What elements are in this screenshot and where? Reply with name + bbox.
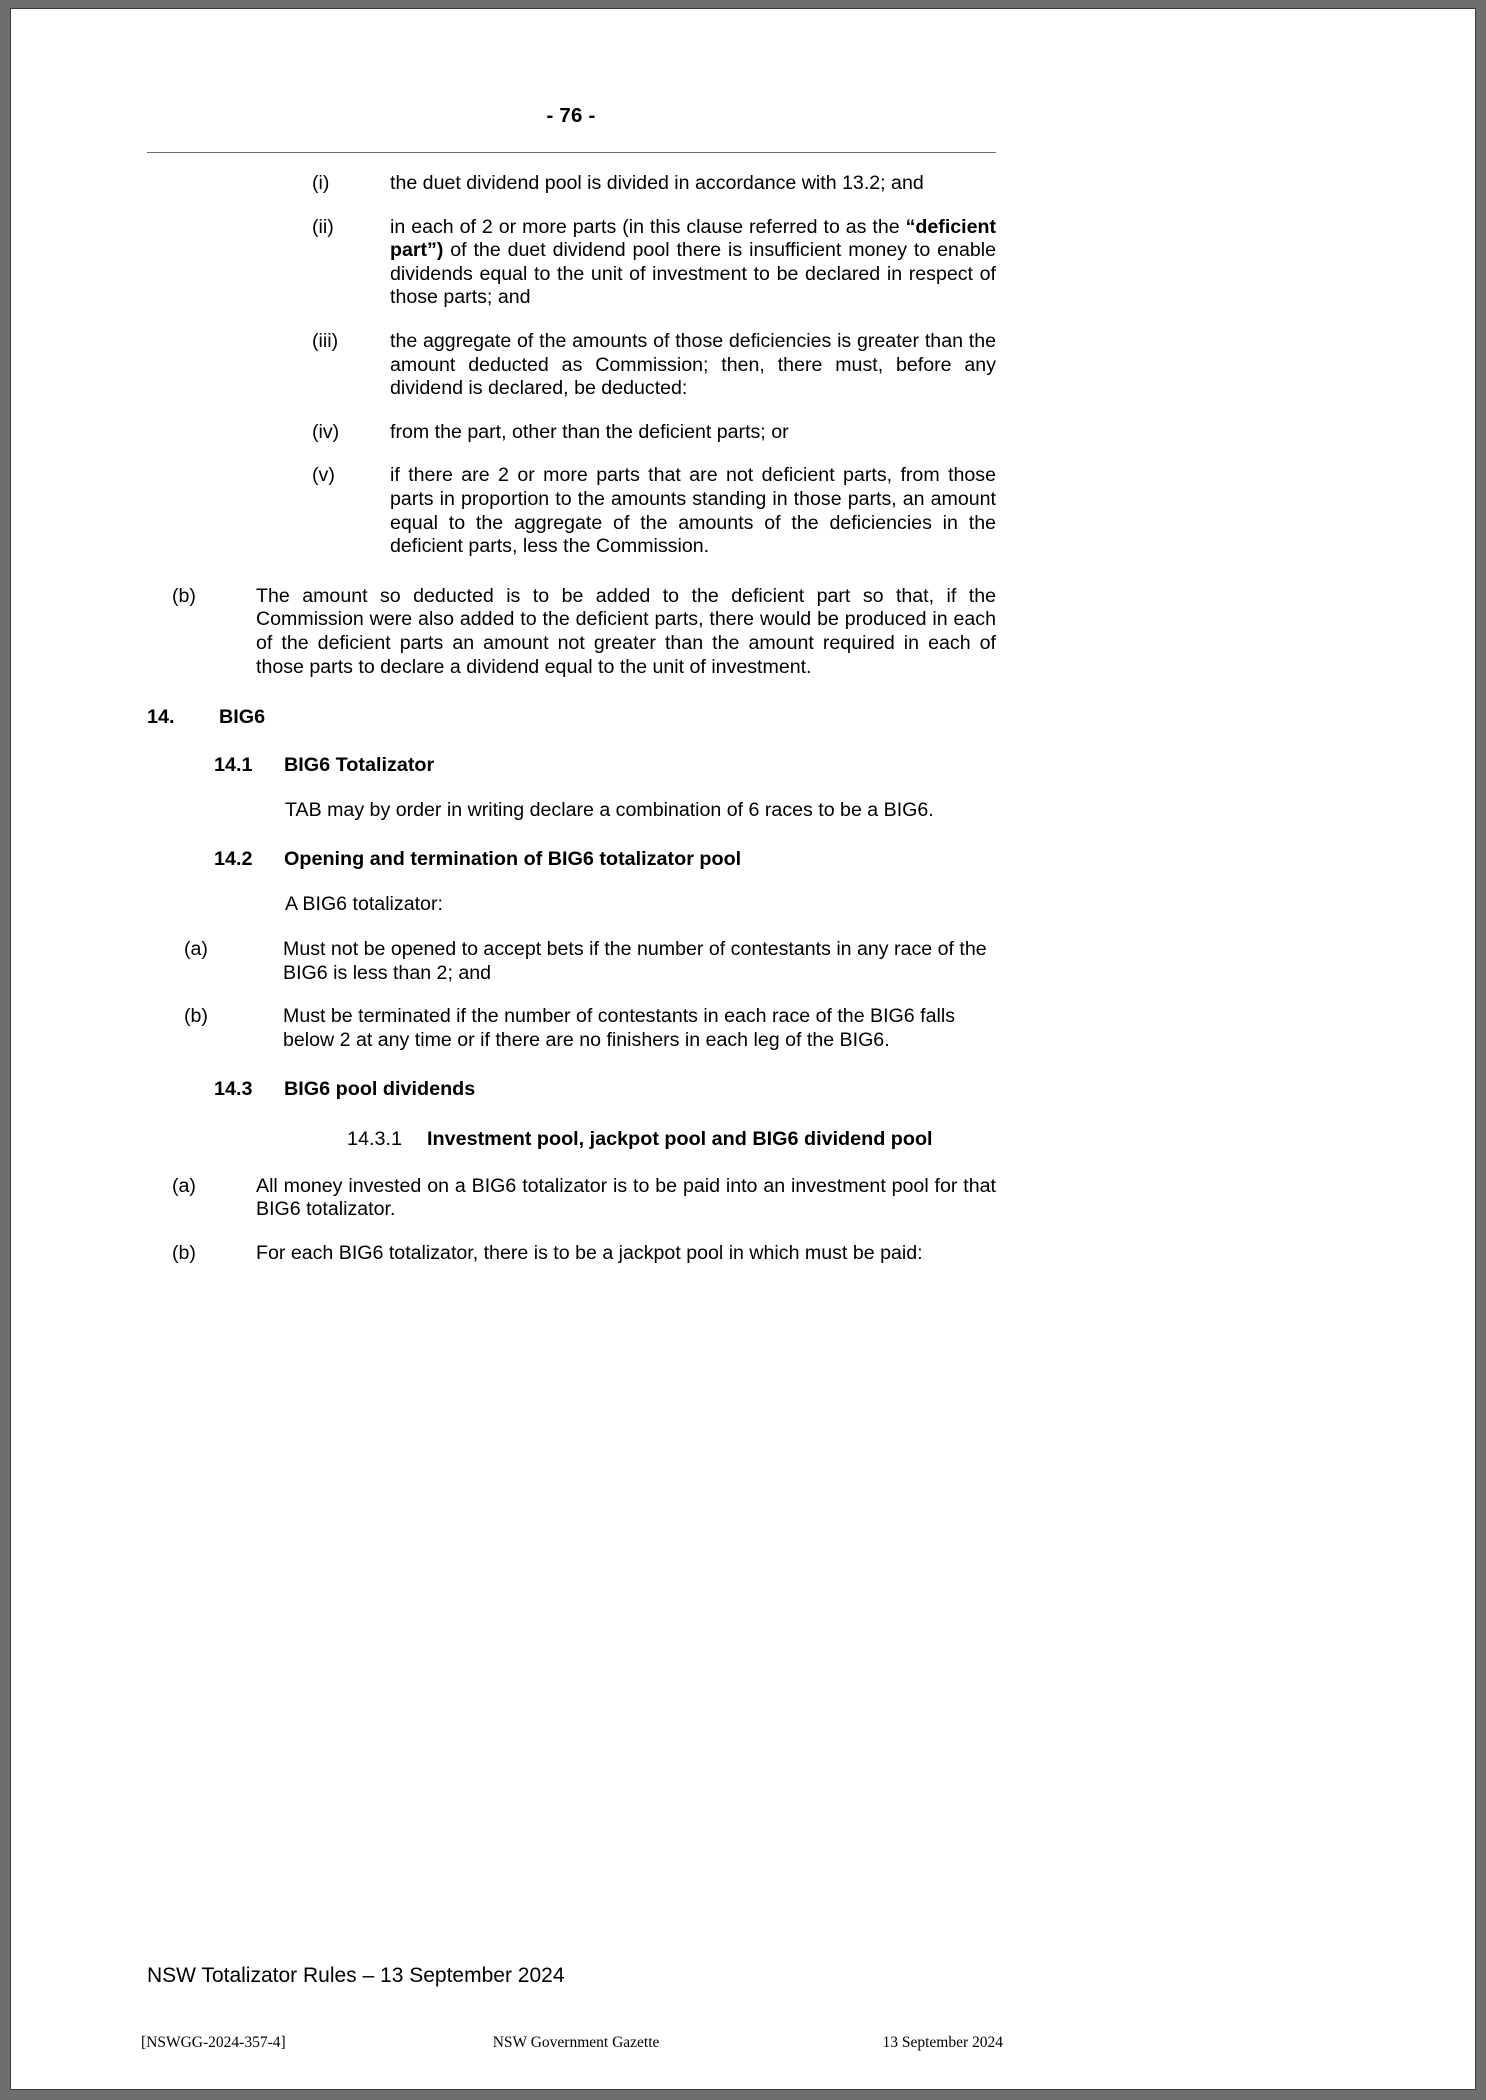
clause-text: Must not be opened to accept bets if the number of contestants in any race of the BIG6 is less than 2; and (283, 938, 987, 984)
clause-text: Must be terminated if the number of contestants in each race of the BIG6 falls below 2 at any time or if there are no finishers in each leg of the BIG6. (283, 1005, 955, 1052)
page-content (147, 172, 996, 1285)
clause-item-14-3-1-b (147, 1242, 996, 1266)
clause-text-after: of the duet dividend pool there is insufficient money to enable dividends equal to the unit of investment to be declared in respect of those parts; and (390, 239, 996, 309)
clause-item-14-3-1-a (147, 1175, 996, 1222)
clause-text: For each BIG6 totalizator, there is to be a jackpot pool in which must be paid: (256, 1241, 923, 1264)
clause-text: All money invested on a BIG6 totalizator is to be paid into an investment pool for that BIG6 totalizator. (256, 1174, 996, 1221)
heading-section-14-1 (147, 753, 996, 777)
heading-number: 14.3 (214, 1077, 253, 1100)
heading-title: BIG6 Totalizator (284, 754, 435, 777)
header-divider (147, 152, 996, 153)
clause-text: if there are 2 or more parts that are not deficient parts, from those parts in proportion to the amounts standing in those parts, an amount equal to the aggregate of the amounts of the deficiencies in the deficient parts, less the Commission. (390, 464, 996, 558)
clause-item-i (147, 172, 996, 196)
heading-title: Opening and termination of BIG6 totalizator pool (284, 847, 742, 870)
paragraph-14-2-lead-in: A BIG6 totalizator: (285, 892, 443, 915)
heading-number: 14. (147, 706, 175, 729)
clause-marker: (b) (172, 584, 196, 607)
heading-title: Investment pool, jackpot pool and BIG6 dividend pool (427, 1127, 933, 1150)
page-number: - 76 - (546, 104, 596, 127)
heading-section-14-2 (147, 847, 996, 871)
clause-marker: (ii) (312, 215, 334, 238)
clause-item-14-2-a (147, 938, 996, 985)
clause-text (390, 216, 996, 310)
clause-marker: (b) (172, 1241, 196, 1264)
gazette-footer (141, 2034, 1003, 2052)
clause-item-iv (147, 421, 996, 445)
clause-marker: (iv) (312, 420, 340, 443)
gazette-date: 13 September 2024 (882, 2034, 1003, 2051)
clause-text: The amount so deducted is to be added to the deficient part so that, if the Commission were also added to the deficient parts, there would be produced in each of the deficient parts an amount not greater than the amount required in each of those parts to declare a dividend equal to the unit of investment. (256, 584, 996, 678)
clause-item-14-2-b (147, 1005, 996, 1052)
heading-title: BIG6 pool dividends (284, 1077, 476, 1100)
clause-marker: (a) (172, 1174, 196, 1197)
paragraph-14-1-body: TAB may by order in writing declare a combination of 6 races to be a BIG6. (285, 799, 934, 822)
heading-title: BIG6 (219, 706, 266, 729)
heading-number: 14.3.1 (347, 1127, 402, 1150)
heading-number: 14.1 (214, 754, 253, 777)
clause-defined-term: “deficient part”) (390, 215, 996, 262)
clause-text-before: in each of 2 or more parts (in this clause referred to as the (390, 215, 906, 238)
heading-number: 14.2 (214, 847, 253, 870)
clause-text: from the part, other than the deficient parts; or (390, 420, 789, 443)
clause-text: the aggregate of the amounts of those deficiencies is greater than the amount deducted as Commission; then, there must, before any dividend is declared, be deducted: (390, 329, 996, 400)
clause-marker: (v) (312, 464, 335, 487)
gazette-name: NSW Government Gazette (492, 2034, 660, 2051)
document-footer-title: NSW Totalizator Rules – 13 September 2024 (147, 1964, 565, 1987)
clause-item-b-top (147, 585, 996, 679)
clause-marker: (i) (312, 172, 330, 194)
clause-marker: (b) (184, 1005, 208, 1028)
document-page (10, 8, 1476, 2090)
clause-text: the duet dividend pool is divided in accordance with 13.2; and (390, 172, 924, 194)
clause-marker: (iii) (312, 329, 339, 352)
heading-section-14-3-1 (147, 1127, 996, 1151)
clause-item-iii (147, 330, 996, 401)
heading-section-14 (147, 705, 996, 729)
gazette-reference: [NSWGG-2024-357-4] (141, 2034, 286, 2051)
clause-item-v (147, 464, 996, 558)
clause-marker: (a) (184, 938, 208, 961)
clause-item-ii (147, 216, 996, 310)
heading-section-14-3 (147, 1077, 996, 1101)
